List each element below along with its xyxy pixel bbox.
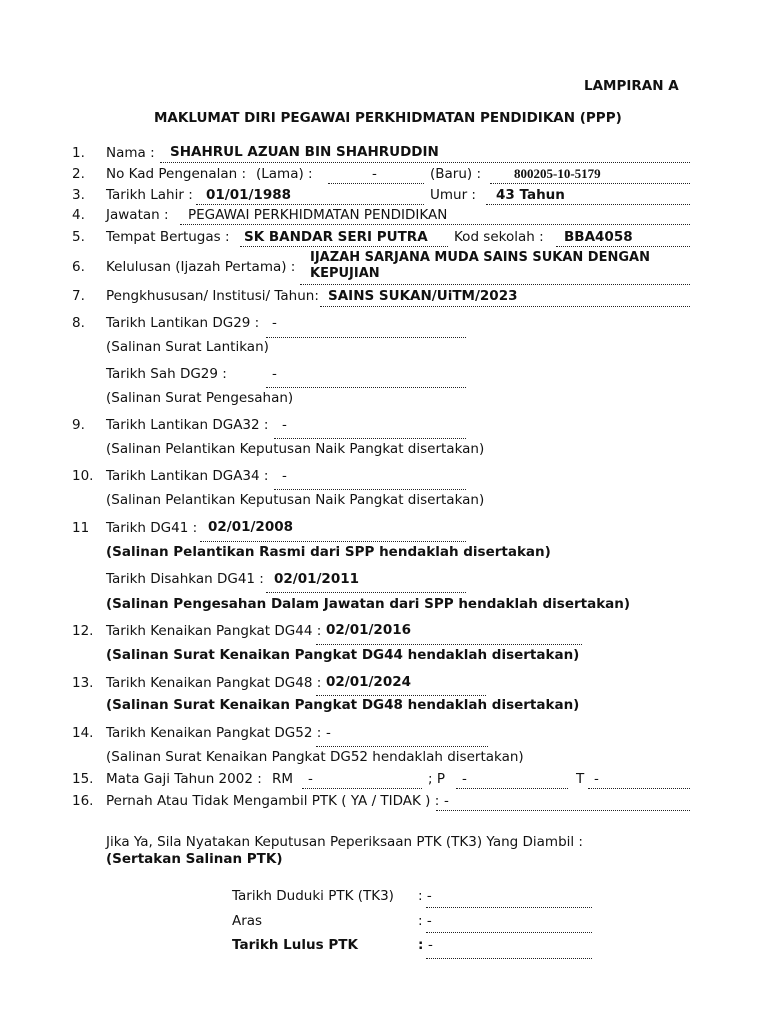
- dga34-value: -: [282, 468, 287, 484]
- dg48-field-line: [316, 695, 486, 696]
- salary-rm-label: RM: [272, 771, 294, 787]
- age-value: 43 Tahun: [496, 187, 565, 203]
- dg41-confirm-note: (Salinan Pengesahan Dalam Jawatan dari SPP hendaklah disertakan): [106, 596, 631, 612]
- row-number: 7.: [72, 288, 85, 304]
- qualification-value-line1: IJAZAH SARJANA MUDA SAINS SUKAN DENGAN: [310, 250, 650, 265]
- dg41-note: (Salinan Pelantikan Rasmi dari SPP hendaklah disertakan): [106, 544, 551, 560]
- row-number: 8.: [72, 315, 85, 331]
- dg41-value: 02/01/2008: [208, 519, 294, 535]
- position-value: PEGAWAI PERKHIDMATAN PENDIDIKAN: [188, 207, 448, 223]
- dob-value: 01/01/1988: [206, 187, 292, 203]
- row-number: 3.: [72, 187, 85, 203]
- dg52-note: (Salinan Surat Kenaikan Pangkat DG52 hendaklah disertakan): [106, 749, 524, 765]
- dg52-field-line: [316, 746, 488, 747]
- row-number: 9.: [72, 417, 85, 433]
- workplace-value: SK BANDAR SERI PUTRA: [244, 229, 428, 245]
- position-label: Jawatan :: [106, 207, 169, 223]
- ptk-pass-date-field-line: [426, 958, 592, 959]
- form-title: MAKLUMAT DIRI PEGAWAI PERKHIDMATAN PENDIDIKAN (PPP): [154, 110, 622, 126]
- ptk-note: (Sertakan Salinan PTK): [106, 851, 283, 867]
- row-number: 16.: [72, 793, 94, 809]
- dg41-confirm-label: Tarikh Disahkan DG41 :: [106, 571, 264, 587]
- qualification-label: Kelulusan (Ijazah Pertama) :: [106, 259, 296, 275]
- ptk-intro: Jika Ya, Sila Nyatakan Keputusan Peperiksaan PTK (TK3) Yang Diambil :: [106, 834, 583, 850]
- row-number: 13.: [72, 675, 94, 691]
- dg29-confirm-note: (Salinan Surat Pengesahan): [106, 390, 294, 406]
- row-number: 2.: [72, 166, 85, 182]
- dg29-confirm-value: -: [272, 366, 277, 382]
- dga34-label: Tarikh Lantikan DGA34 :: [106, 468, 269, 484]
- salary-rm-value: -: [308, 771, 313, 787]
- position-field-line: [180, 224, 690, 225]
- dg48-note: (Salinan Surat Kenaikan Pangkat DG48 hendaklah disertakan): [106, 697, 580, 713]
- ic-baru-label: (Baru) :: [430, 166, 482, 182]
- ptk-sit-date-value: : -: [418, 888, 432, 904]
- dg41-field-line: [200, 541, 466, 542]
- ic-lama-value: -: [372, 166, 377, 182]
- ptk-taken-value: -: [444, 793, 449, 809]
- specialization-label: Pengkhususan/ Institusi/ Tahun:: [106, 288, 319, 304]
- dg29-appointment-field-line: [266, 337, 466, 338]
- row-number: 15.: [72, 771, 94, 787]
- dga32-value: -: [282, 417, 287, 433]
- dg41-confirm-value: 02/01/2011: [274, 571, 360, 587]
- dg29-confirm-label: Tarikh Sah DG29 :: [106, 366, 227, 382]
- dg52-value: -: [326, 725, 331, 741]
- dga32-note: (Salinan Pelantikan Keputusan Naik Pangkat disertakan): [106, 441, 485, 457]
- ptk-taken-label: Pernah Atau Tidak Mengambil PTK ( YA / TIDAK ) :: [106, 793, 440, 809]
- ptk-pass-date-colon: :: [418, 937, 424, 953]
- qualification-value-line2: KEPUJIAN: [310, 266, 380, 281]
- ic-baru-value: 800205-10-5179: [514, 166, 601, 181]
- workplace-field-line: [240, 246, 448, 247]
- row-number: 14.: [72, 725, 94, 741]
- dg52-label: Tarikh Kenaikan Pangkat DG52 :: [106, 725, 322, 741]
- salary-t-label: T: [576, 771, 585, 787]
- ic-lama-field-line: [328, 183, 424, 184]
- row-number: 10.: [72, 468, 94, 484]
- specialization-field-line: [320, 306, 690, 307]
- ic-baru-field-line: [490, 183, 690, 184]
- salary-t-value: -: [594, 771, 599, 787]
- dg41-confirm-field-line: [266, 592, 466, 593]
- salary-t-field-line: [588, 788, 690, 789]
- salary-p-value: -: [462, 771, 467, 787]
- dg29-appointment-value: -: [272, 315, 277, 331]
- dg29-appointment-label: Tarikh Lantikan DG29 :: [106, 315, 260, 331]
- row-number: 5.: [72, 229, 85, 245]
- dg41-label: Tarikh DG41 :: [106, 520, 198, 536]
- school-code-label: Kod sekolah :: [454, 229, 544, 245]
- dg44-field-line: [316, 644, 582, 645]
- dg48-label: Tarikh Kenaikan Pangkat DG48 :: [106, 675, 322, 691]
- row-number: 1.: [72, 145, 85, 161]
- row-number: 11: [72, 520, 90, 536]
- school-code-value: BBA4058: [564, 229, 633, 245]
- salary-p-field-line: [456, 788, 568, 789]
- school-code-field-line: [556, 246, 690, 247]
- dga32-label: Tarikh Lantikan DGA32 :: [106, 417, 269, 433]
- age-label: Umur :: [430, 187, 476, 203]
- lampiran-label: LAMPIRAN A: [584, 78, 679, 94]
- dg44-label: Tarikh Kenaikan Pangkat DG44 :: [106, 623, 322, 639]
- ic-label: No Kad Pengenalan :: [106, 166, 247, 182]
- ptk-level-label: Aras: [232, 913, 263, 929]
- ptk-sit-date-label: Tarikh Duduki PTK (TK3): [232, 888, 394, 904]
- name-field-line: [160, 162, 690, 163]
- dg44-value: 02/01/2016: [326, 622, 412, 638]
- ptk-level-value: : -: [418, 913, 432, 929]
- salary-p-label: ; P: [428, 771, 445, 787]
- ptk-taken-field-line: [436, 810, 690, 811]
- name-value: SHAHRUL AZUAN BIN SHAHRUDDIN: [170, 144, 439, 160]
- ptk-pass-date-value: -: [428, 937, 433, 953]
- dg29-appointment-note: (Salinan Surat Lantikan): [106, 339, 269, 355]
- dga34-field-line: [274, 489, 466, 490]
- name-label: Nama :: [106, 145, 155, 161]
- qualification-field-line: [300, 284, 690, 285]
- row-number: 12.: [72, 623, 94, 639]
- row-number: 6.: [72, 259, 85, 275]
- salary-rm-field-line: [302, 788, 422, 789]
- dob-label: Tarikh Lahir :: [106, 187, 193, 203]
- ptk-level-field-line: [426, 932, 592, 933]
- dga32-field-line: [274, 438, 466, 439]
- age-field-line: [486, 204, 690, 205]
- ptk-pass-date-label: Tarikh Lulus PTK: [232, 937, 358, 953]
- row-number: 4.: [72, 207, 85, 223]
- ic-lama-label: (Lama) :: [256, 166, 313, 182]
- workplace-label: Tempat Bertugas :: [106, 229, 230, 245]
- dg48-value: 02/01/2024: [326, 674, 412, 690]
- salary-label: Mata Gaji Tahun 2002 :: [106, 771, 262, 787]
- dob-field-line: [196, 204, 424, 205]
- dga34-note: (Salinan Pelantikan Keputusan Naik Pangkat disertakan): [106, 492, 485, 508]
- ptk-sit-date-field-line: [426, 907, 592, 908]
- dg44-note: (Salinan Surat Kenaikan Pangkat DG44 hendaklah disertakan): [106, 647, 580, 663]
- specialization-value: SAINS SUKAN/UiTM/2023: [328, 288, 518, 304]
- dg29-confirm-field-line: [266, 387, 466, 388]
